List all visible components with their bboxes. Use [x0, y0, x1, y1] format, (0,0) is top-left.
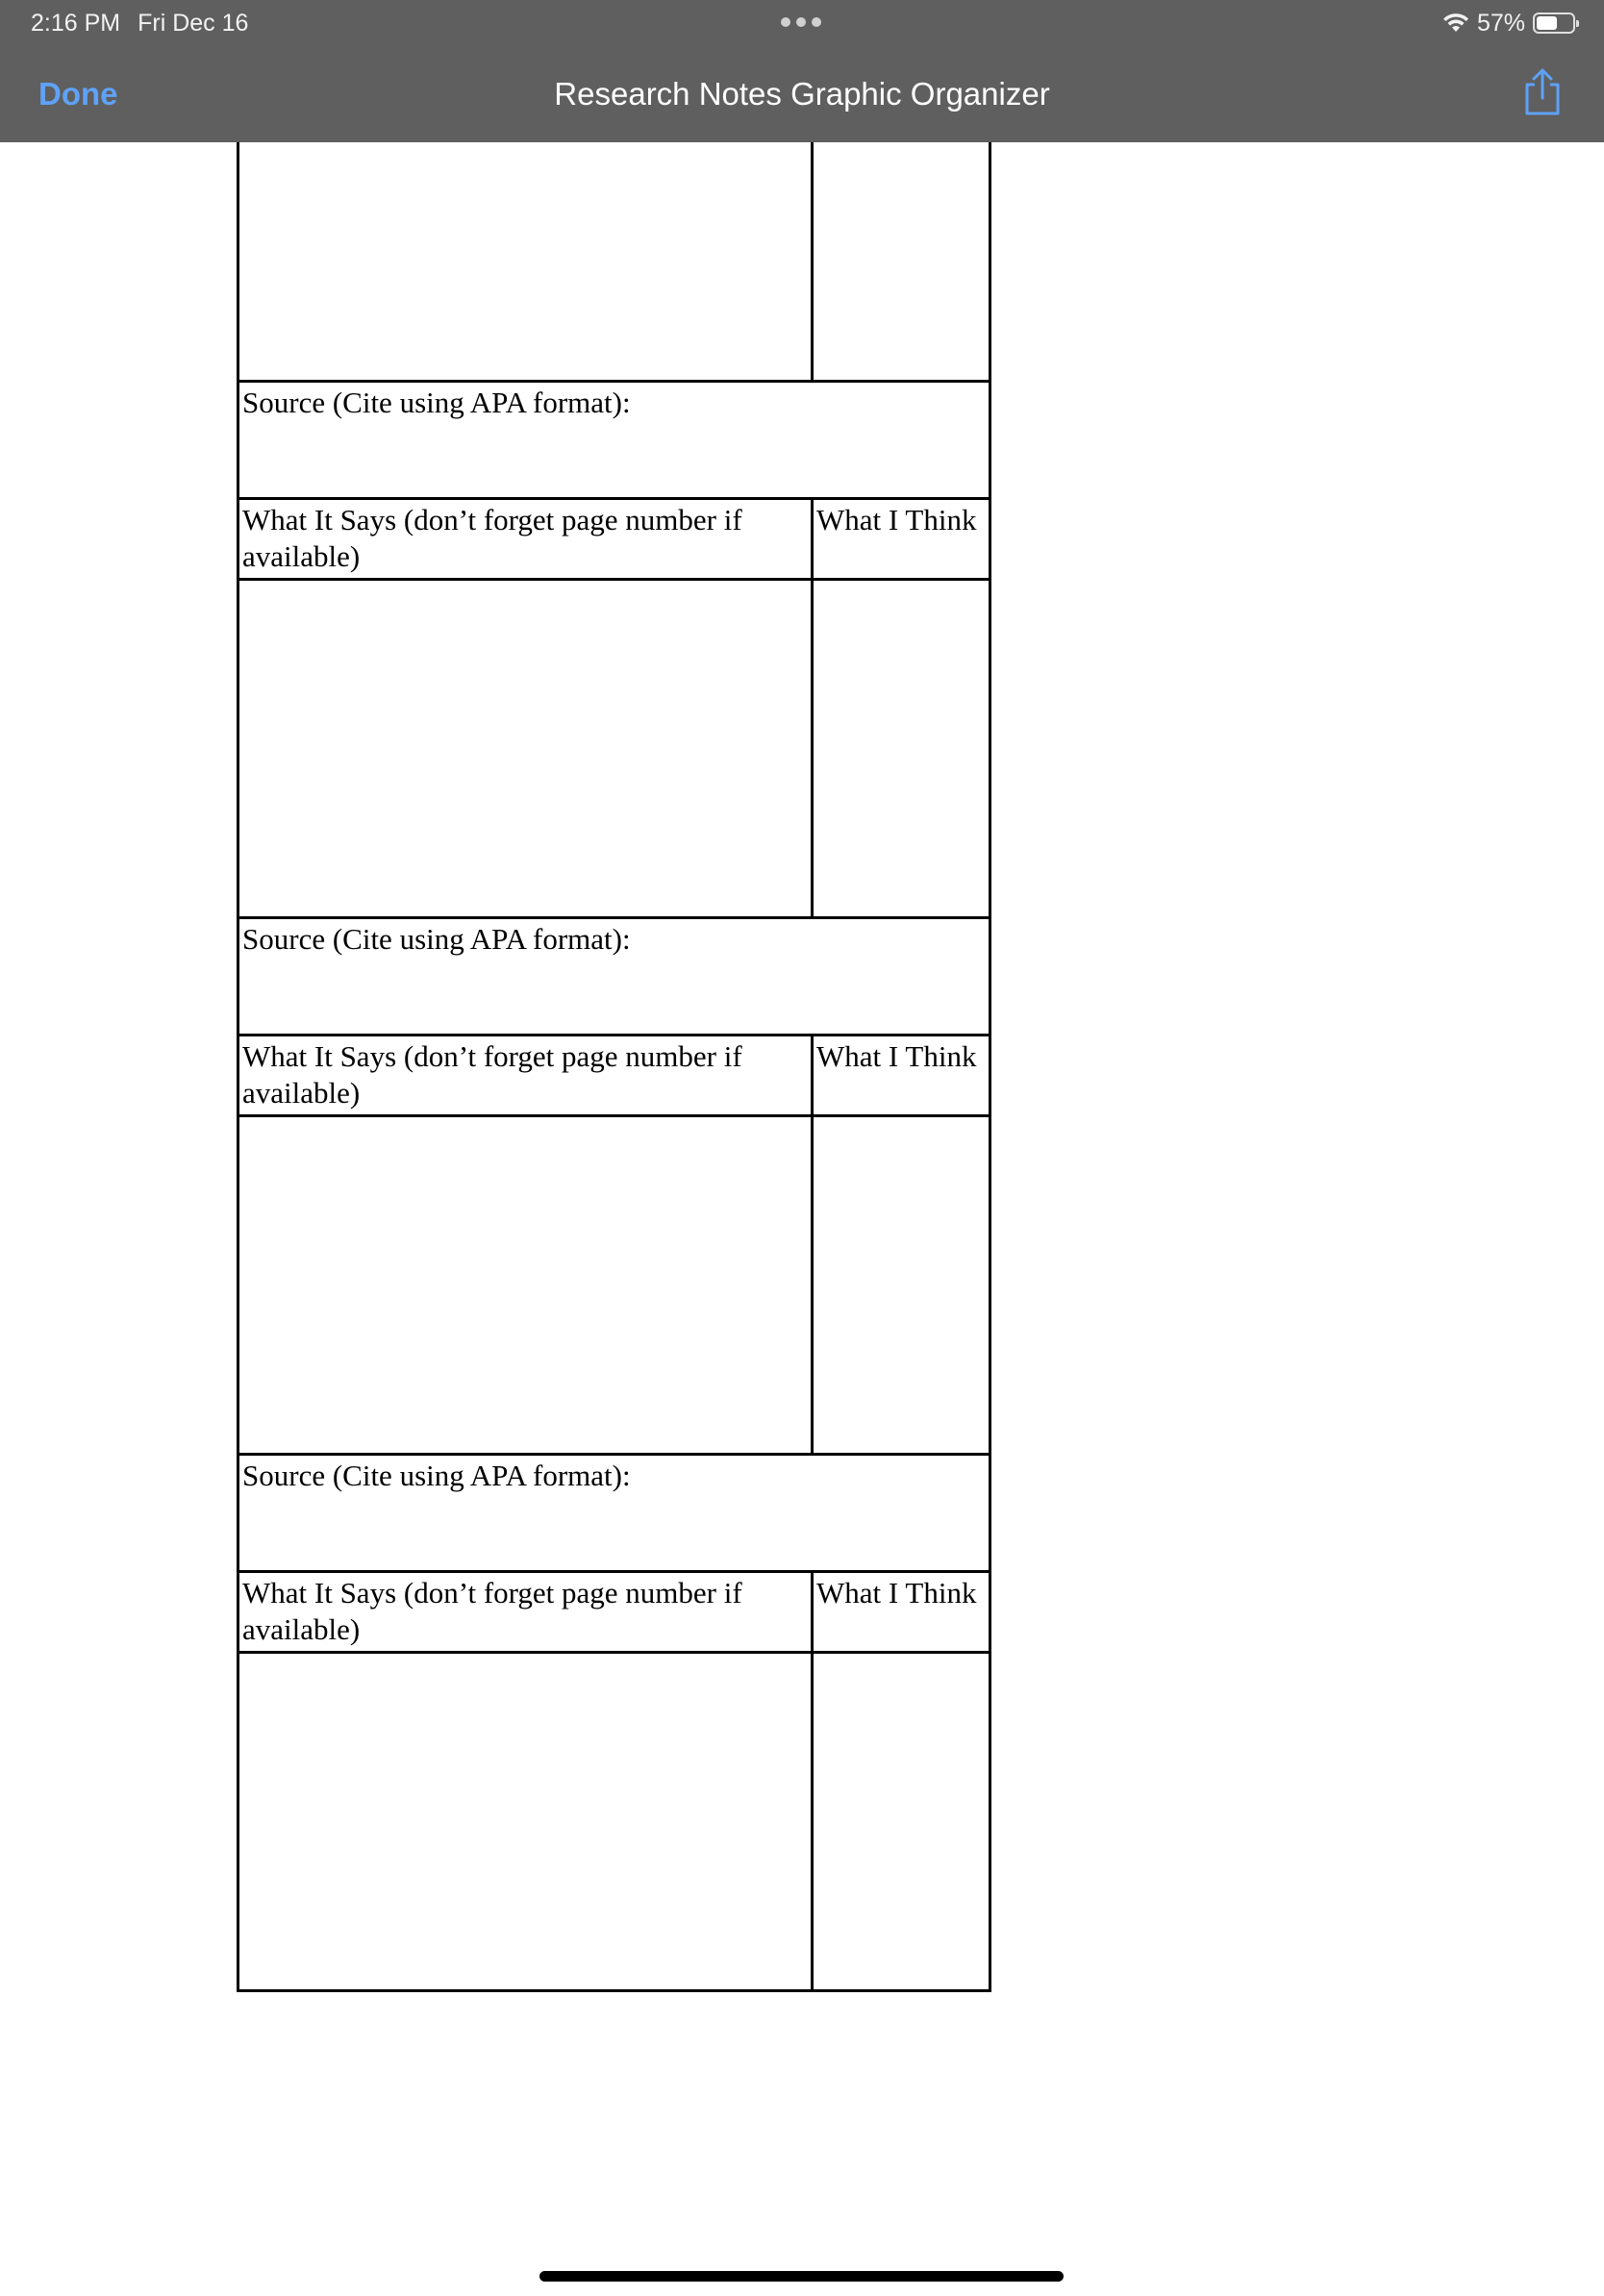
what-it-says-notes-cell[interactable]: [238, 579, 813, 917]
wifi-icon: [1442, 12, 1469, 34]
what-it-says-notes-cell[interactable]: [238, 1115, 813, 1454]
status-bar-right: [1442, 8, 1575, 38]
table-row: [238, 1571, 990, 1652]
what-i-think-notes-cell[interactable]: [813, 579, 990, 917]
table-row: [238, 1035, 990, 1115]
table-row: [238, 579, 990, 917]
table-row: [238, 381, 990, 498]
dot: [796, 17, 806, 27]
battery-icon: [1533, 12, 1575, 34]
table-row: [238, 142, 990, 381]
what-it-says-header: What It Says (don’t forget page number if available): [238, 1571, 813, 1652]
what-i-think-notes-cell[interactable]: [813, 1652, 990, 1990]
what-it-says-notes-cell[interactable]: [238, 142, 813, 381]
battery-percent: 57%: [1476, 9, 1525, 37]
what-i-think-notes-cell[interactable]: [813, 1115, 990, 1454]
what-i-think-notes-cell[interactable]: [813, 142, 990, 381]
what-i-think-header: What I Think: [813, 498, 990, 579]
source-cell[interactable]: Source (Cite using APA format):: [238, 381, 990, 498]
source-cell[interactable]: Source (Cite using APA format):: [238, 1454, 990, 1571]
dot: [812, 17, 821, 27]
home-indicator[interactable]: [539, 2271, 1064, 2282]
document-viewer[interactable]: [0, 142, 1604, 2296]
what-i-think-header: What I Think: [813, 1035, 990, 1115]
done-button[interactable]: Done: [38, 76, 118, 112]
research-notes-table: [237, 142, 991, 1992]
status-date: Fri Dec 16: [138, 10, 249, 37]
more-dots-icon[interactable]: [781, 17, 821, 27]
top-chrome: [0, 0, 1604, 142]
table-row: [238, 917, 990, 1035]
table-row: [238, 1652, 990, 1990]
what-it-says-notes-cell[interactable]: [238, 1652, 813, 1990]
table-row: [238, 1454, 990, 1571]
battery-fill: [1537, 16, 1557, 30]
status-time: 2:16 PM: [31, 10, 121, 37]
share-icon[interactable]: [1521, 67, 1564, 117]
source-cell[interactable]: Source (Cite using APA format):: [238, 917, 990, 1035]
table-row: [238, 1115, 990, 1454]
status-bar-left: [31, 8, 248, 38]
document-title: Research Notes Graphic Organizer: [554, 76, 1050, 112]
what-it-says-header: What It Says (don’t forget page number if available): [238, 498, 813, 579]
what-it-says-header: What It Says (don’t forget page number if available): [238, 1035, 813, 1115]
dot: [781, 17, 790, 27]
what-i-think-header: What I Think: [813, 1571, 990, 1652]
table-row: [238, 498, 990, 579]
